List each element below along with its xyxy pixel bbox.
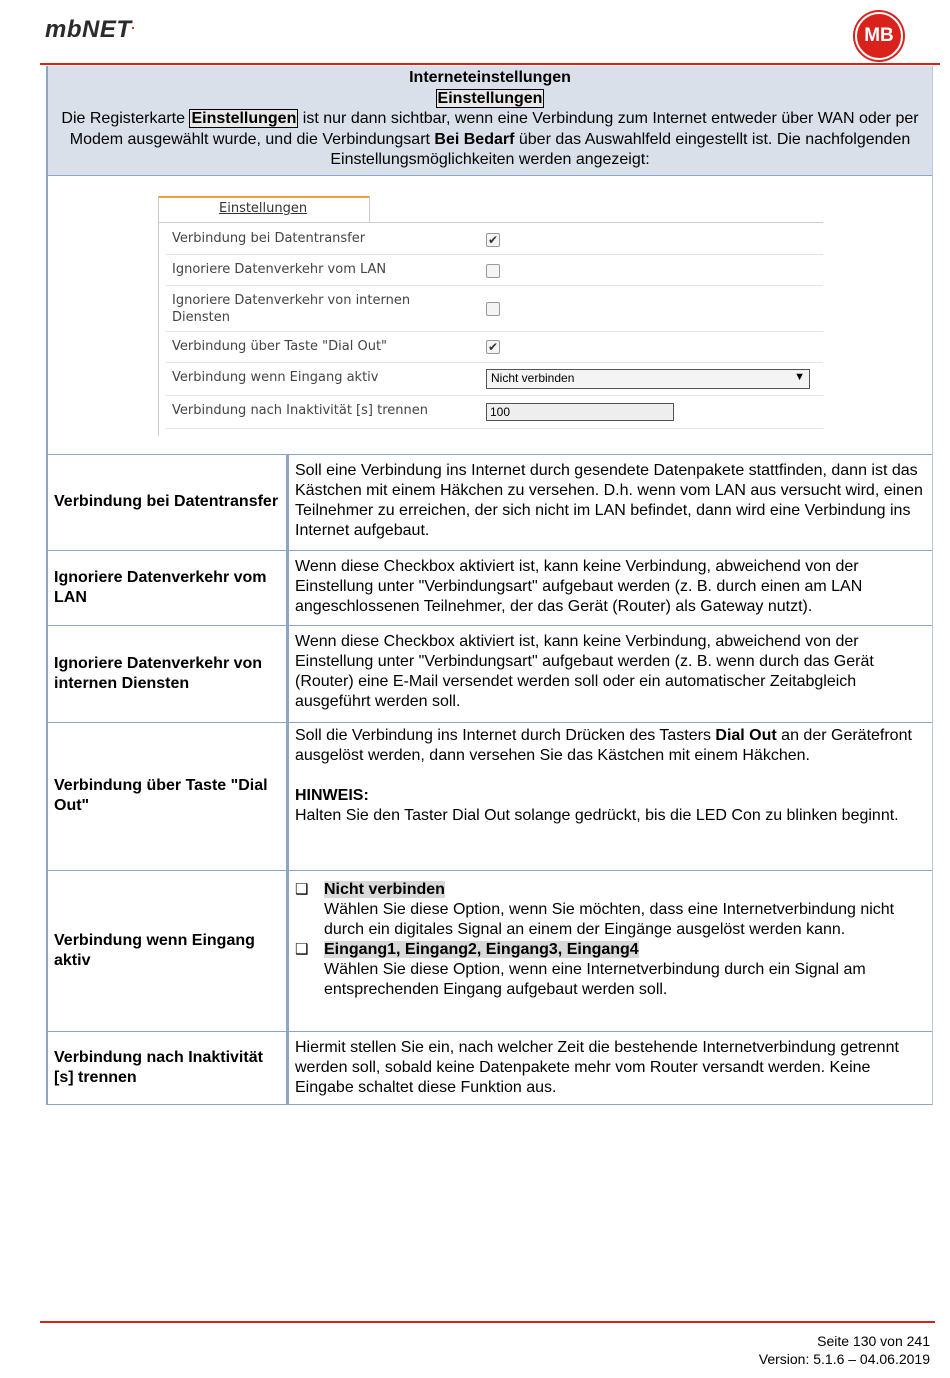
header-rule (40, 63, 940, 65)
setting-label: Verbindung bei Datentransfer (172, 230, 366, 246)
setting-label: Ignoriere Datenverkehr von internen Diensten (172, 292, 411, 325)
footer (759, 1332, 930, 1368)
desc-name: Verbindung wenn Eingang aktiv (48, 871, 289, 1031)
settings-screenshot (158, 196, 823, 436)
content-table (46, 66, 933, 1105)
note-text: Halten Sie den Taster Dial Out solange gedrückt, bis die LED Con zu blinken beginnt. (295, 806, 899, 824)
setting-label: Verbindung wenn Eingang aktiv (172, 369, 379, 385)
page-number: Seite 130 von 241 (817, 1333, 930, 1349)
desc-row (48, 455, 932, 551)
setting-row (166, 396, 823, 429)
setting-row (166, 332, 823, 363)
section-title: Interneteinstellungen (409, 69, 571, 86)
checkbox-dial-out[interactable]: ✔ (487, 339, 499, 354)
select-eingang-aktiv[interactable]: Nicht verbinden ▼ (486, 369, 810, 389)
desc-row (48, 626, 932, 723)
desc-row (48, 723, 932, 871)
desc-text: Wenn diese Checkbox aktiviert ist, kann keine Verbindung, abweichend von der Einstellung unter "Verbindungsart" aufgebaut werden (z. B. durch einen am LAN angeschlossenen Teilnehmer, der das Gerät (Router) als Gateway nutzt). (295, 557, 863, 615)
checkbox-ignore-lan[interactable] (486, 264, 500, 278)
dropdown-arrow-icon: ▼ (794, 370, 805, 383)
desc-name: Verbindung nach Inaktivität [s] trennen (48, 1032, 289, 1104)
intro-paragraph: Die Registerkarte Einstellungen ist nur dann sichtbar, wenn eine Verbindung zum Internet entweder über WAN oder per Modem ausgewählt wurde, und die Verbindungsart Bei Bedarf über das Auswahlfeld eingestellt ist. Die nachfolgenden Einstellungsmöglichkeiten werden angezeigt: (61, 110, 919, 168)
checkbox-bullet-icon: ❑ (295, 940, 309, 958)
setting-label: Verbindung nach Inaktivität [s] trennen (172, 402, 428, 418)
desc-name: Ignoriere Datenverkehr vom LAN (48, 551, 289, 625)
mb-badge-logo: MB (855, 12, 903, 60)
option-item: ❑ Eingang1, Eingang2, Eingang3, Eingang4 Wählen Sie diese Option, wenn eine Internetverbindung durch ein Signal am entsprechenden Eingang aufgebaut werden soll. (295, 940, 866, 998)
logo-mark: . (131, 16, 136, 32)
input-inaktivitaet[interactable]: 100 (486, 403, 674, 421)
desc-row (48, 871, 932, 1032)
checkbox-bullet-icon: ❑ (295, 880, 309, 898)
option-item: ❑ Nicht verbinden Wählen Sie diese Option, wenn Sie möchten, dass eine Internetverbindung nicht durch ein digitales Signal an einem der Eingänge ausgelöst werden kann. (295, 880, 895, 938)
desc-text: Wenn diese Checkbox aktiviert ist, kann keine Verbindung, abweichend von der Einstellung unter "Verbindungsart" aufgebaut werden (z. B. wenn durch das Gerät (Router) eine E-Mail versendet werden soll oder ein automatischer Zeitabgleich ausgeführt werden soll. (295, 632, 874, 710)
footer-rule (40, 1321, 935, 1323)
intro-section (48, 66, 932, 176)
desc-text: Hiermit stellen Sie ein, nach welcher Zeit die bestehende Internetverbindung getrennt werden soll, sobald keine Datenpakete mehr vom Router versandt werden. Keine Eingabe schaltet diese Funktion aus. (295, 1038, 899, 1096)
setting-label: Ignoriere Datenverkehr vom LAN (172, 261, 387, 277)
setting-label: Verbindung über Taste "Dial Out" (172, 338, 388, 354)
desc-text: Soll eine Verbindung ins Internet durch gesendete Datenpakete stattfinden, dann ist das Kästchen mit einem Häkchen zu versehen. D.h. wenn vom LAN aus versucht wird, einen Teilnehmer zu erreichen, der sich nicht im LAN befindet, dann wird eine Verbindung ins Internet aufgebaut. (295, 461, 923, 539)
desc-row (48, 1032, 932, 1105)
setting-row (166, 224, 823, 255)
setting-row (166, 255, 823, 286)
desc-name: Ignoriere Datenverkehr von internen Diensten (48, 626, 289, 722)
checkbox-ignore-internal[interactable] (486, 302, 500, 316)
tab-einstellungen[interactable]: Einstellungen (158, 196, 370, 222)
desc-text: Soll die Verbindung ins Internet durch Drücken des Tasters Dial Out an der Gerätefront ausgelöst werden, dann versehen Sie das Kästchen mit einem Häkchen. HINWEIS: Halten Sie den Taster Dial Out solange gedrückt, bis die LED Con zu blinken beginnt. (289, 723, 932, 870)
mbnet-logo: mbNET. (45, 16, 136, 43)
checkbox-verbindung-datentransfer[interactable]: ✔ (487, 232, 499, 247)
setting-row (166, 286, 823, 332)
setting-row (166, 363, 823, 396)
desc-row (48, 551, 932, 626)
desc-name: Verbindung bei Datentransfer (48, 455, 289, 550)
screenshot-row (48, 176, 932, 455)
version: Version: 5.1.6 – 04.06.2019 (758, 1351, 930, 1367)
desc-options (289, 871, 932, 1031)
section-subtitle: Einstellungen (437, 89, 543, 107)
desc-name: Verbindung über Taste "Dial Out" (48, 723, 289, 870)
note-title: HINWEIS: (295, 786, 369, 804)
